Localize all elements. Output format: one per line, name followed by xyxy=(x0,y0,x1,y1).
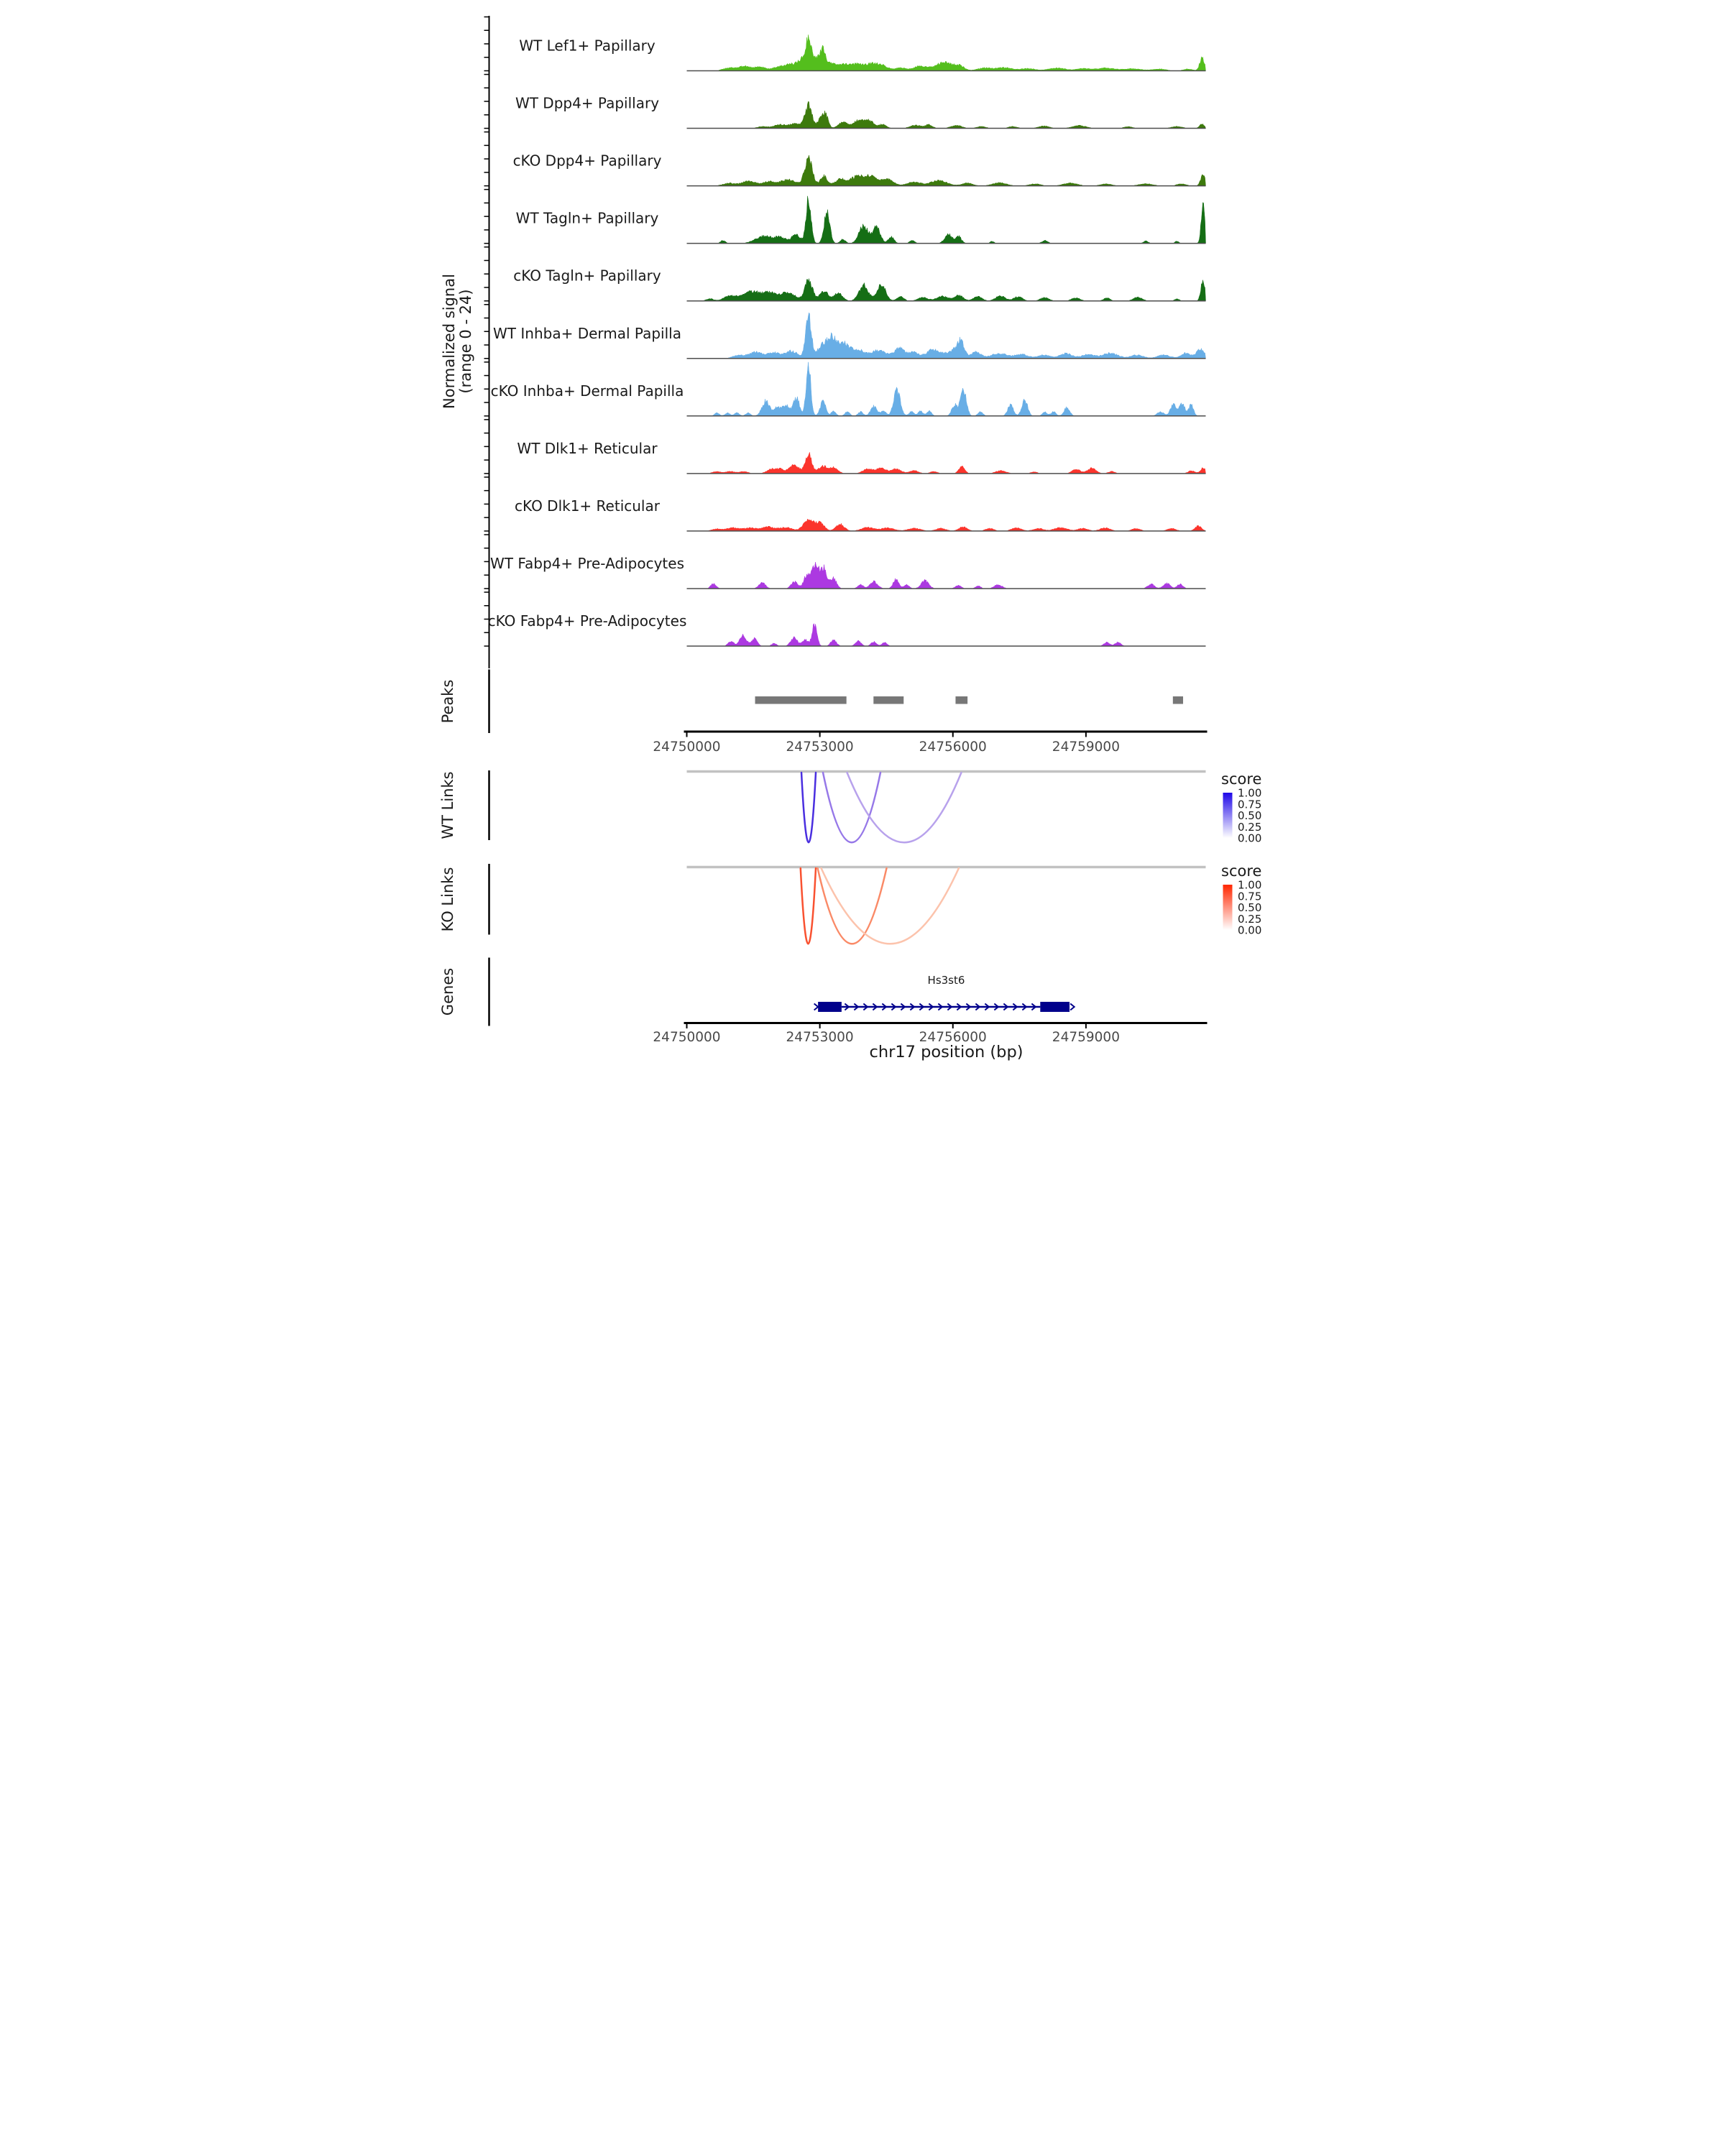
x-axis-tick-label: 24753000 xyxy=(786,1030,854,1045)
signal-area xyxy=(687,196,1206,244)
x-axis-tick-label: 24750000 xyxy=(653,740,721,755)
peak-bar xyxy=(873,696,903,704)
score-legend-tick-label: 0.00 xyxy=(1238,831,1262,845)
peak-bar xyxy=(1173,696,1183,704)
wt-score-legend-title: score xyxy=(1221,770,1262,788)
signal-track xyxy=(491,362,1206,416)
top-x-axis xyxy=(653,732,1207,755)
ko-score-gradient-bar xyxy=(1223,885,1233,930)
score-legend-tick-label: 1.00 xyxy=(1238,786,1262,800)
peak-bar xyxy=(755,696,847,704)
panel-label-wt-links: WT Links xyxy=(439,771,456,839)
signal-track xyxy=(513,267,1205,301)
gene-strand-arrow xyxy=(814,1004,819,1010)
score-legend-tick-label: 0.25 xyxy=(1238,912,1262,926)
y-axis-label-line1: Normalized signal xyxy=(441,274,458,409)
score-legend-tick-label: 0.75 xyxy=(1238,890,1262,903)
panel-label-peaks: Peaks xyxy=(439,679,456,724)
signal-track xyxy=(515,497,1205,531)
link-arc xyxy=(801,868,816,944)
gene-exon xyxy=(1040,1002,1070,1012)
score-legend-tick-label: 1.00 xyxy=(1238,878,1262,892)
bottom-x-axis xyxy=(653,1023,1207,1046)
wt-links-panel xyxy=(687,772,1206,843)
signal-area xyxy=(687,313,1206,359)
gene-exon xyxy=(818,1002,842,1012)
score-legend-tick-label: 0.50 xyxy=(1238,809,1262,822)
signal-area xyxy=(687,34,1206,70)
ko-score-legend xyxy=(1221,862,1261,937)
signal-y-axis xyxy=(484,16,489,668)
track-label: WT Inhba+ Dermal Papilla xyxy=(493,324,681,342)
signal-track xyxy=(513,152,1206,186)
signal-track xyxy=(490,555,1206,589)
score-legend-tick-label: 0.00 xyxy=(1238,923,1262,937)
signal-track xyxy=(519,34,1205,70)
wt-score-legend xyxy=(1221,770,1261,845)
x-axis-title: chr17 position (bp) xyxy=(869,1043,1024,1061)
signal-area xyxy=(687,519,1206,531)
signal-track xyxy=(493,313,1205,359)
signal-track xyxy=(517,440,1205,474)
track-label: WT Lef1+ Papillary xyxy=(519,37,656,55)
peak-bar xyxy=(955,696,967,704)
panel-label-genes: Genes xyxy=(439,967,456,1016)
gene-name-label: Hs3st6 xyxy=(927,974,965,987)
signal-area xyxy=(687,101,1206,128)
track-label: cKO Inhba+ Dermal Papilla xyxy=(490,382,684,400)
track-label: cKO Tagln+ Papillary xyxy=(513,267,661,285)
signal-area xyxy=(687,362,1206,416)
wt-score-legend-ticks xyxy=(1238,787,1261,845)
gene-strand-arrow xyxy=(1070,1004,1075,1010)
track-label: cKO Fabp4+ Pre-Adipocytes xyxy=(487,612,687,630)
track-label: WT Tagln+ Papillary xyxy=(515,209,659,227)
genome-coverage-figure xyxy=(431,0,1294,1078)
ko-score-legend-ticks xyxy=(1238,879,1261,937)
x-axis-tick-label: 24753000 xyxy=(786,740,854,755)
x-axis-tick-label: 24756000 xyxy=(919,1030,987,1045)
track-label: WT Dlk1+ Reticular xyxy=(517,439,658,457)
signal-tracks xyxy=(488,34,1206,646)
signal-track xyxy=(516,196,1206,244)
signal-track xyxy=(488,612,1206,646)
ko-score-legend-title: score xyxy=(1221,862,1262,880)
panel-label-ko-links: KO Links xyxy=(439,867,456,932)
score-legend-tick-label: 0.75 xyxy=(1238,798,1262,811)
y-axis-label-line2: (range 0 - 24) xyxy=(457,289,474,394)
signal-area xyxy=(687,562,1206,589)
signal-area xyxy=(687,155,1206,186)
link-arc xyxy=(818,868,887,944)
x-axis-tick-label: 24756000 xyxy=(919,740,987,755)
ko-links-panel xyxy=(687,867,1206,944)
link-arc xyxy=(801,773,816,842)
signal-area xyxy=(687,279,1206,301)
score-legend-tick-label: 0.25 xyxy=(1238,820,1262,834)
x-axis-tick-label: 24759000 xyxy=(1052,740,1120,755)
track-label: WT Dpp4+ Papillary xyxy=(515,94,660,112)
peaks-track xyxy=(755,696,1183,704)
x-axis-tick-label: 24759000 xyxy=(1052,1030,1120,1045)
signal-track xyxy=(515,95,1206,129)
track-label: WT Fabp4+ Pre-Adipocytes xyxy=(490,554,684,572)
signal-area xyxy=(687,452,1206,474)
wt-score-gradient-bar xyxy=(1223,793,1233,838)
signal-area xyxy=(687,624,1206,646)
track-label: cKO Dpp4+ Papillary xyxy=(512,152,662,170)
score-legend-tick-label: 0.50 xyxy=(1238,901,1262,914)
genes-panel xyxy=(814,1002,1075,1012)
track-label: cKO Dlk1+ Reticular xyxy=(515,497,660,515)
link-arc xyxy=(822,868,959,944)
link-arc xyxy=(847,773,962,842)
x-axis-tick-label: 24750000 xyxy=(653,1030,721,1045)
